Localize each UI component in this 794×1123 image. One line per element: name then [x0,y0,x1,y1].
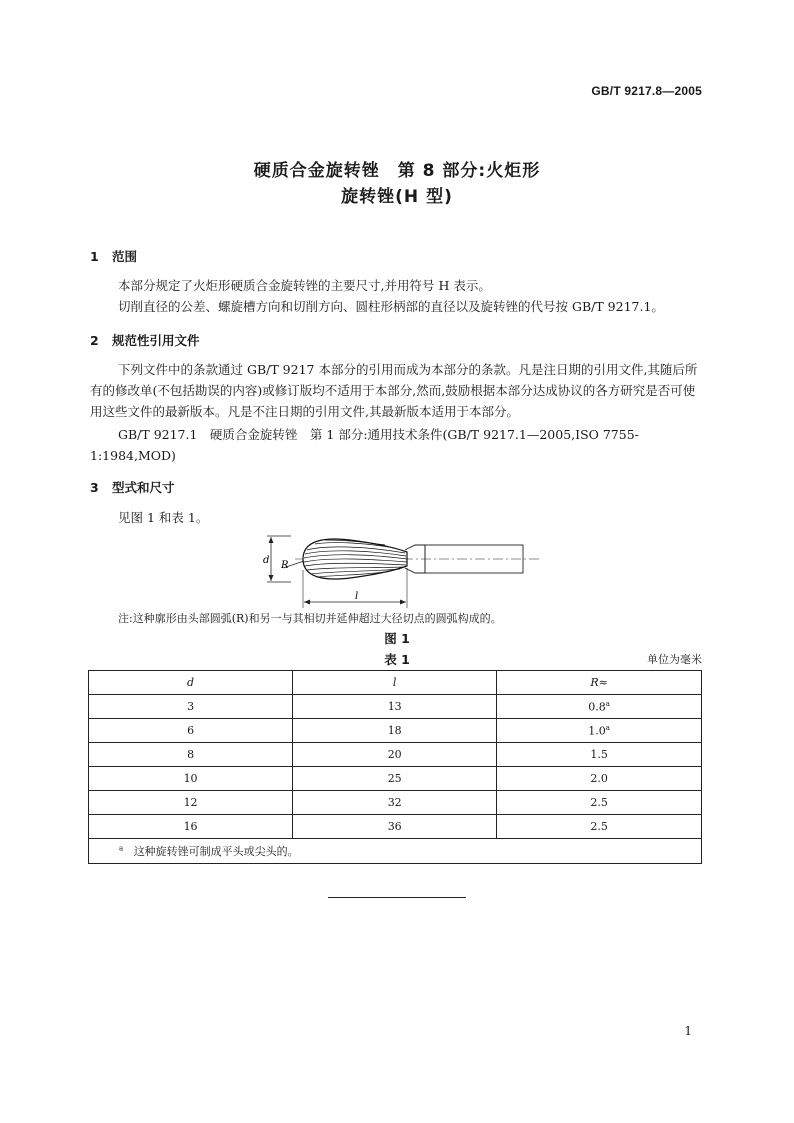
footnote-marker: a [605,699,610,708]
cell-R: 1.5 [497,743,702,767]
cell-l: 32 [293,791,497,815]
cell-l: 20 [293,743,497,767]
cell-d: 6 [89,719,293,743]
figure-note: 注:这种廓形由头部圆弧(R)和另一与其相切并延伸超过大径切点的圆弧构成的。 [118,612,502,625]
cell-R: 1.0$^a$ [497,719,702,743]
cell-l: 36 [293,815,497,839]
section-2-number: 2 [90,333,99,348]
section-1-number: 1 [90,249,99,264]
page-number: 1 [684,1024,692,1038]
table-row [89,791,702,815]
table-row [89,767,702,791]
cell-R: 2.5 [497,791,702,815]
section-3-heading [90,478,175,496]
table-row [89,815,702,839]
cell-R: 0.8$^a$ [497,695,702,719]
section-1-paragraph-2: 切削直径的公差、螺旋槽方向和切削方向、圆柱形柄部的直径以及旋转锉的代号按 GB/T 9217.1。 [118,299,664,314]
section-2-heading [90,331,200,349]
cell-l: 13 [293,695,497,719]
cell-d: 10 [89,767,293,791]
header-R: R≈ [497,671,702,695]
footnote-marker: a [605,723,610,732]
cell-d: 12 [89,791,293,815]
table-header-row [89,671,702,695]
section-2-paragraph-1: 下列文件中的条款通过 GB/T 9217 本部分的引用而成为本部分的条款。凡是注日期的引用文件,其随后所有的修改单(不包括勘误的内容)或修订版均不适用于本部分,然而,鼓励根据本部分达成协议的各方研究是否可使用这些文件的最新版本。凡是不注日期的引用文件,其最新版本适用于本部分。 [90,362,698,419]
cell-d: 16 [89,815,293,839]
table-caption: 表 1 [384,652,410,667]
table-footnote [89,839,702,864]
footnote-text: 这种旋转锉可制成平头或尖头的。 [133,845,299,858]
table-row [89,719,702,743]
section-3-title: 型式和尺寸 [112,480,175,495]
header-d: d [89,671,293,695]
dimensions-table [88,670,702,864]
table-unit: 单位为毫米 [647,653,702,666]
section-2-title: 规范性引用文件 [112,333,200,348]
label-R: R [281,560,289,571]
table-footnote-row [89,839,702,864]
cell-d: 8 [89,743,293,767]
section-1-paragraph-1: 本部分规定了火炬形硬质合金旋转锉的主要尺寸,并用符号 H 表示。 [118,278,491,293]
cell-R: 2.0 [497,767,702,791]
burr-drawing [255,528,545,610]
section-1-title: 范围 [112,249,138,264]
label-d: d [263,555,270,566]
section-2-paragraph-2: GB/T 9217.1 硬质合金旋转锉 第 1 部分:通用技术条件(GB/T 9217.1—2005,ISO 7755-1:1984,MOD) [90,427,639,463]
header-l: l [293,671,497,695]
table-row [89,743,702,767]
label-l: l [355,591,359,602]
section-1-heading [90,247,137,265]
cell-l: 18 [293,719,497,743]
figure-caption: 图 1 [384,631,410,646]
cell-d: 3 [89,695,293,719]
standard-code: GB/T 9217.8—2005 [591,84,702,98]
document-title-line2: 旋转锉(H 型) [341,187,453,207]
table-row [89,695,702,719]
section-3-paragraph-1: 见图 1 和表 1。 [118,510,209,525]
cell-R: 2.5 [497,815,702,839]
footnote-mark: a [119,844,124,853]
cell-l: 25 [293,767,497,791]
document-title-line1: 硬质合金旋转锉 第 8 部分:火炬形 [253,161,541,181]
end-rule [328,897,466,898]
section-3-number: 3 [90,480,99,495]
